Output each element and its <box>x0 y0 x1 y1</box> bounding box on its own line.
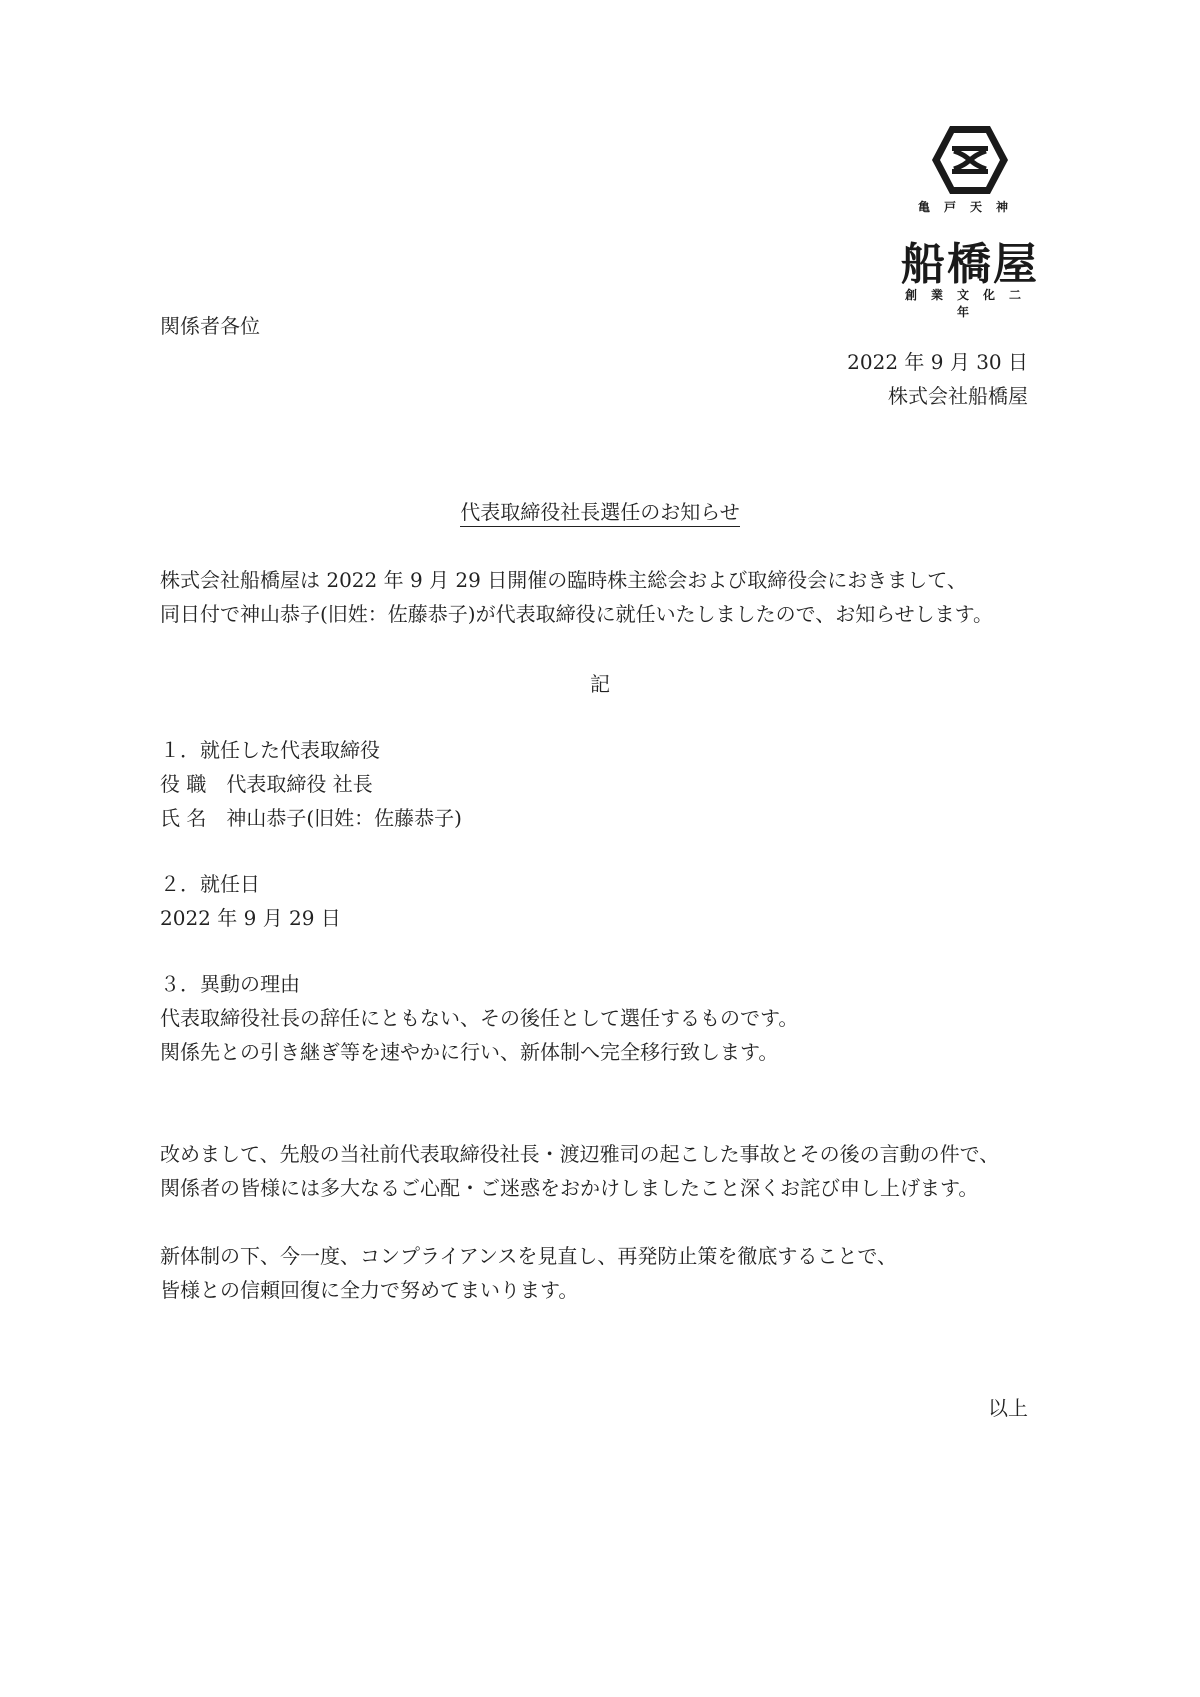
closing-line-2: 皆様との信頼回復に全力で努めてまいります。 <box>160 1278 579 1302</box>
logo-bottom-text: 創業文化二年 <box>904 288 1035 319</box>
section-2-date: 2022 年 9 月 29 日 <box>160 906 341 930</box>
end-mark: 以上 <box>988 1396 1028 1420</box>
document-title-text: 代表取締役社長選任のお知らせ <box>460 500 739 527</box>
section-1-heading: １．就任した代表取締役 <box>160 738 380 762</box>
company-name: 株式会社船橋屋 <box>888 384 1028 408</box>
ki-mark: 記 <box>590 672 610 696</box>
logo-top-text: 亀戸天神 <box>917 200 1022 214</box>
section-2-heading: ２．就任日 <box>160 872 260 896</box>
addressee: 関係者各位 <box>160 314 260 338</box>
section-1-position: 役 職 代表取締役 社長 <box>160 772 373 796</box>
section-3-line-1: 代表取締役社長の辞任にともない、その後任として選任するものです。 <box>160 1006 799 1030</box>
intro-line-1: 株式会社船橋屋は 2022 年 9 月 29 日開催の臨時株主総会および取締役会におきまして、 <box>160 568 967 592</box>
section-3-heading: ３．異動の理由 <box>160 972 300 996</box>
apology-line-1: 改めまして、先般の当社前代表取締役社長・渡辺雅司の起こした事故とその後の言動の件で、 <box>160 1142 1000 1166</box>
apology-line-2: 関係者の皆様には多大なるご心配・ご迷惑をおかけしましたこと深くお詫び申し上げます。 <box>160 1176 979 1200</box>
logo-name: 船橋屋 <box>901 239 1039 290</box>
section-3-line-2: 関係先との引き継ぎ等を速やかに行い、新体制へ完全移行致します。 <box>160 1040 779 1064</box>
section-1-name: 氏 名 神山恭子(旧姓：佐藤恭子) <box>160 806 462 830</box>
document-title <box>0 498 1200 526</box>
crest-icon <box>900 120 1040 200</box>
company-logo <box>900 120 1040 319</box>
intro-line-2: 同日付で神山恭子(旧姓：佐藤恭子)が代表取締役に就任いたしましたので、お知らせします。 <box>160 602 994 626</box>
closing-line-1: 新体制の下、今一度、コンプライアンスを見直し、再発防止策を徹底することで、 <box>160 1244 897 1268</box>
issue-date: 2022 年 9 月 30 日 <box>847 350 1028 374</box>
